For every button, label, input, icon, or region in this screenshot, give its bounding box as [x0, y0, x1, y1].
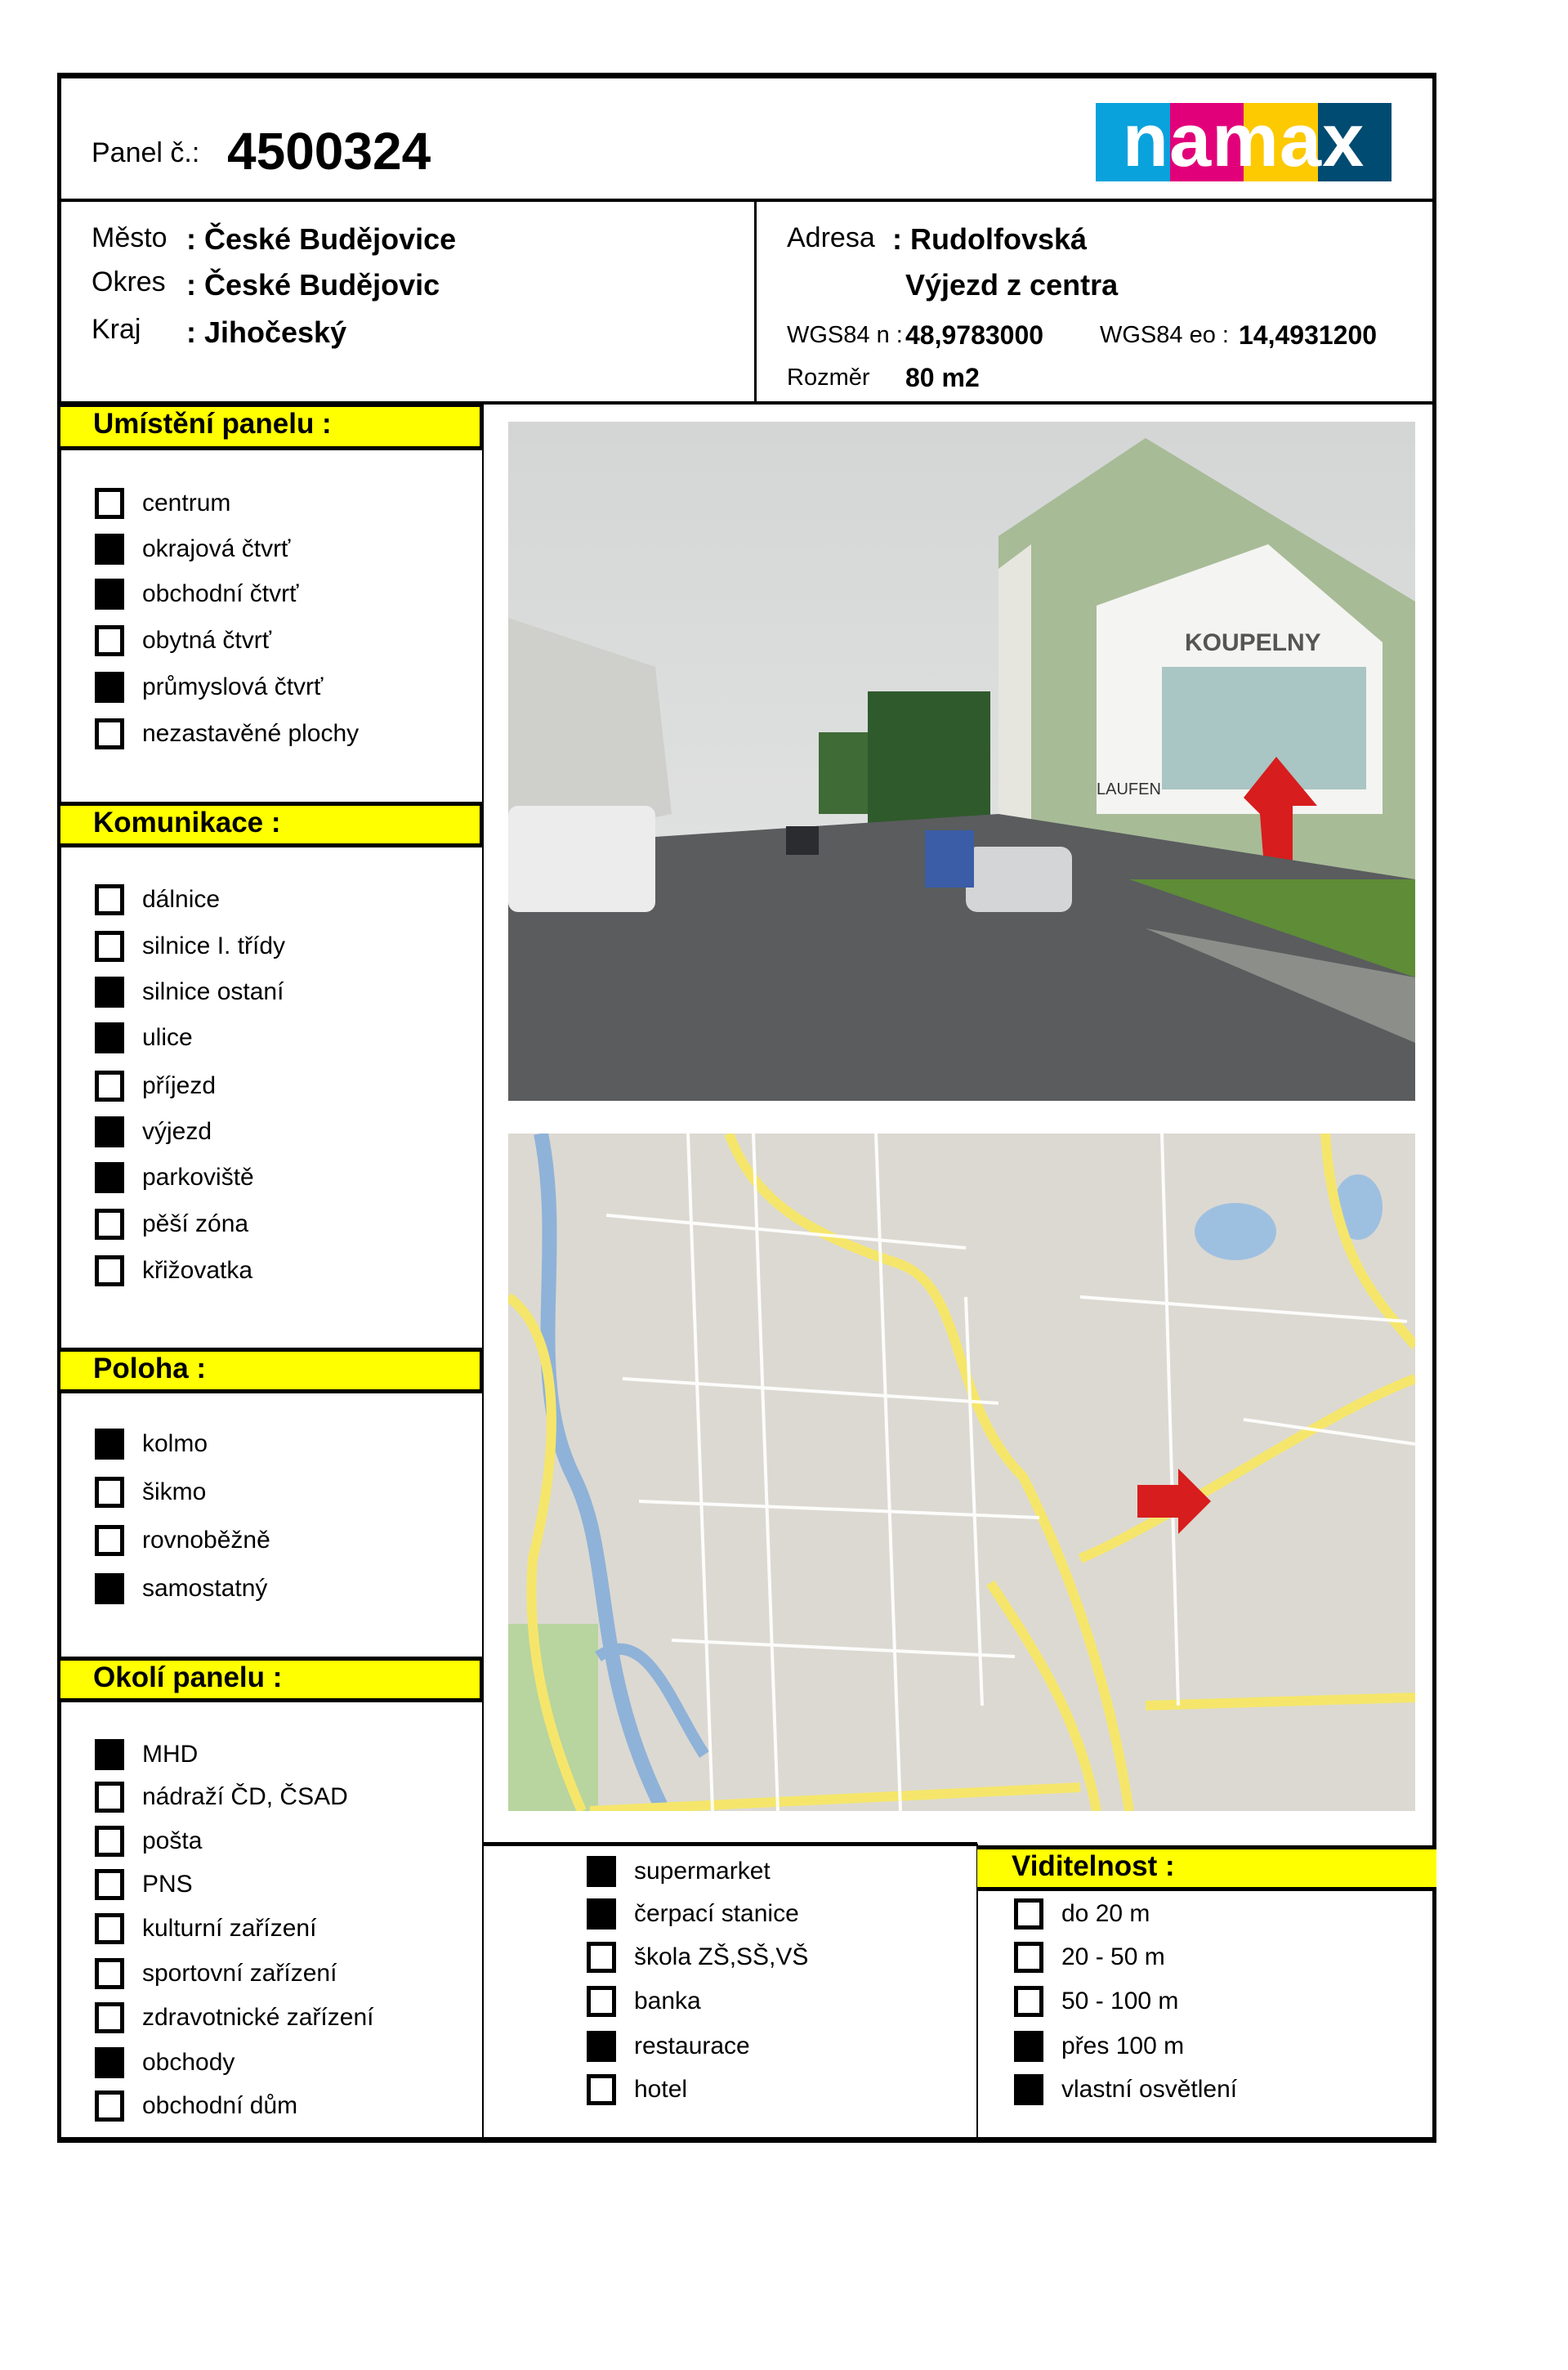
checklist-item-okoli [95, 1739, 198, 1770]
billboard-text: KOUPELNY [1185, 629, 1321, 656]
checkbox-checked[interactable] [95, 672, 124, 703]
checklist-item-okoli [95, 1782, 348, 1813]
checklist-item-label: parkoviště [142, 1164, 254, 1191]
checklist-item-umisteni [95, 672, 323, 703]
checkbox-unchecked[interactable] [95, 2002, 124, 2033]
checkbox-checked[interactable] [95, 1739, 124, 1770]
adresa-value-2: Výjezd z centra [905, 268, 1119, 302]
checklist-item-okoli2 [587, 1942, 808, 1973]
checkbox-unchecked[interactable] [95, 1782, 124, 1813]
checkbox-unchecked[interactable] [95, 718, 124, 749]
checklist-item-label: supermarket [634, 1858, 771, 1885]
section-header-umisteni: Umístění panelu : [60, 403, 484, 450]
checklist-item-label: restaurace [634, 2032, 750, 2059]
checkbox-checked[interactable] [1014, 2074, 1043, 2105]
checkbox-checked[interactable] [95, 579, 124, 610]
wgs-n-label: WGS84 n : [787, 322, 903, 348]
mesto-value: : České Budějovice [186, 222, 457, 256]
checklist-item-label: okrajová čtvrť [142, 535, 291, 562]
checklist-item-label: kolmo [142, 1430, 208, 1457]
checkbox-checked[interactable] [95, 534, 124, 565]
checkbox-checked[interactable] [95, 2047, 124, 2078]
checkbox-unchecked[interactable] [95, 1209, 124, 1240]
checklist-item-label: kulturní zařízení [142, 1915, 317, 1942]
checklist-item-poloha [95, 1429, 208, 1460]
checkbox-unchecked[interactable] [95, 1525, 124, 1556]
checkbox-unchecked[interactable] [95, 1869, 124, 1900]
checklist-item-poloha [95, 1525, 270, 1556]
checklist-item-label: MHD [142, 1741, 199, 1768]
checklist-item-okoli [95, 1869, 193, 1900]
checkbox-unchecked[interactable] [95, 1477, 124, 1508]
checklist-item-label: pěší zóna [142, 1210, 249, 1237]
checklist-item-label: 50 - 100 m [1061, 1988, 1179, 2014]
checklist-item-viditelnost [1014, 1942, 1165, 1973]
checklist-item-viditelnost [1014, 2031, 1184, 2062]
panel-number: 4500324 [227, 122, 431, 181]
checkbox-unchecked[interactable] [95, 625, 124, 656]
checklist-item-label: dálnice [142, 886, 221, 913]
checklist-item-label: obchody [142, 2049, 235, 2076]
divider [59, 199, 1436, 202]
checkbox-checked[interactable] [95, 1429, 124, 1460]
checklist-item-viditelnost [1014, 2074, 1237, 2105]
checkbox-checked[interactable] [587, 2031, 616, 2062]
checkbox-checked[interactable] [95, 977, 124, 1008]
checklist-item-umisteni [95, 534, 290, 565]
checkbox-unchecked[interactable] [95, 488, 124, 519]
location-map [508, 1134, 1415, 1811]
checklist-item-okoli [95, 1913, 316, 1944]
checklist-item-label: výjezd [142, 1118, 212, 1145]
checklist-item-label: obchodní dům [142, 2092, 298, 2119]
checklist-item-label: obytná čtvrť [142, 627, 271, 654]
kraj-label: Kraj [92, 314, 141, 345]
checkbox-checked[interactable] [95, 1022, 124, 1053]
panel-label: Panel č.: [92, 137, 200, 168]
checklist-item-komunikace [95, 1022, 193, 1053]
checklist-item-komunikace [95, 931, 285, 962]
checklist-item-label: nádraží ČD, ČSAD [142, 1783, 348, 1810]
checklist-item-label: šikmo [142, 1478, 207, 1505]
checklist-item-label: 20 - 50 m [1061, 1943, 1165, 1970]
checklist-item-label: centrum [142, 490, 231, 516]
checklist-item-label: do 20 m [1061, 1900, 1150, 1927]
checklist-item-okoli2 [587, 2074, 687, 2105]
checklist-item-komunikace [95, 1209, 248, 1240]
checklist-item-poloha [95, 1477, 206, 1508]
checkbox-checked[interactable] [587, 1856, 616, 1887]
adresa-value: : Rudolfovská [892, 222, 1088, 256]
section-header-okoli: Okolí panelu : [60, 1657, 484, 1702]
wgs-n-value: 48,9783000 [905, 320, 1044, 350]
checklist-item-label: ulice [142, 1024, 193, 1051]
checkbox-unchecked[interactable] [1014, 1942, 1043, 1973]
checkbox-unchecked[interactable] [95, 1958, 124, 1989]
divider [482, 403, 484, 2143]
checklist-item-label: banka [634, 1988, 701, 2014]
checklist-item-label: příjezd [142, 1072, 217, 1099]
checkbox-unchecked[interactable] [95, 2091, 124, 2122]
checklist-item-label: obchodní čtvrť [142, 580, 299, 607]
checkbox-checked[interactable] [95, 1573, 124, 1604]
checklist-item-komunikace [95, 1255, 252, 1286]
checklist-item-label: průmyslová čtvrť [142, 673, 324, 700]
checklist-item-label: nezastavěné plochy [142, 720, 360, 747]
checklist-item-viditelnost [1014, 1898, 1150, 1930]
checklist-item-komunikace [95, 977, 284, 1008]
checkbox-unchecked[interactable] [1014, 1986, 1043, 2017]
section-header-komunikace: Komunikace : [60, 802, 484, 847]
checklist-item-label: PNS [142, 1871, 193, 1898]
namax-logo [1096, 99, 1392, 182]
mesto-label: Město [92, 222, 168, 253]
rozmer-value: 80 m2 [905, 363, 980, 392]
checklist-item-okoli [95, 2047, 235, 2078]
adresa-label: Adresa [787, 222, 875, 253]
checklist-item-label: rovnoběžně [142, 1527, 270, 1554]
checklist-item-label: vlastní osvětlení [1061, 2076, 1238, 2103]
checkbox-unchecked[interactable] [587, 1942, 616, 1973]
checklist-item-komunikace [95, 1162, 254, 1193]
checkbox-unchecked[interactable] [95, 931, 124, 962]
checkbox-checked[interactable] [95, 1162, 124, 1193]
checklist-item-label: hotel [634, 2076, 688, 2103]
checklist-item-label: přes 100 m [1061, 2032, 1185, 2059]
checklist-item-okoli [95, 2002, 373, 2033]
checklist-item-okoli [95, 2091, 297, 2122]
checkbox-unchecked[interactable] [95, 1913, 124, 1944]
checklist-item-okoli [95, 1826, 202, 1857]
checklist-item-label: sportovní zařízení [142, 1960, 337, 1987]
kraj-value: : Jihočeský [186, 315, 347, 349]
billboard-brand: LAUFEN [1097, 780, 1161, 798]
checkbox-checked[interactable] [587, 1898, 616, 1930]
okres-label: Okres [92, 266, 166, 297]
divider [482, 1842, 977, 1846]
okres-value: : České Budějovic [186, 268, 440, 302]
checklist-item-umisteni [95, 625, 271, 656]
wgs-e-value: 14,4931200 [1239, 320, 1378, 350]
checkbox-unchecked[interactable] [587, 1986, 616, 2017]
checkbox-unchecked[interactable] [95, 1826, 124, 1857]
panel-sheet [57, 73, 1436, 2143]
checkbox-checked[interactable] [1014, 2031, 1043, 2062]
checklist-item-okoli2 [587, 2031, 750, 2062]
checklist-item-umisteni [95, 718, 359, 749]
checklist-item-okoli2 [587, 1898, 799, 1930]
checklist-item-label: škola ZŠ,SŠ,VŠ [634, 1943, 809, 1970]
checklist-item-okoli2 [587, 1986, 701, 2017]
checklist-item-umisteni [95, 488, 230, 519]
checklist-item-okoli [95, 1958, 337, 1989]
logo-text: namax [1122, 99, 1365, 182]
checkbox-unchecked[interactable] [95, 1255, 124, 1286]
checklist-item-poloha [95, 1573, 267, 1604]
checklist-item-label: křižovatka [142, 1257, 253, 1284]
checklist-item-komunikace [95, 1116, 212, 1147]
checklist-item-umisteni [95, 579, 298, 610]
rozmer-label: Rozměr [787, 364, 870, 391]
checkbox-unchecked[interactable] [1014, 1898, 1043, 1930]
checklist-item-label: zdravotnické zařízení [142, 2004, 374, 2031]
checklist-item-komunikace [95, 884, 220, 915]
checklist-item-label: samostatný [142, 1575, 268, 1602]
section-header-viditelnost: Viditelnost : [977, 1845, 1436, 1891]
checkbox-unchecked[interactable] [95, 884, 124, 915]
wgs-e-label: WGS84 eo : [1100, 322, 1229, 348]
divider [754, 200, 757, 403]
checklist-item-viditelnost [1014, 1986, 1178, 2017]
checklist-item-label: silnice I. třídy [142, 932, 286, 959]
checklist-item-label: čerpací stanice [634, 1900, 799, 1927]
checkbox-unchecked[interactable] [95, 1071, 124, 1102]
section-header-poloha: Poloha : [60, 1348, 484, 1393]
checkbox-unchecked[interactable] [587, 2074, 616, 2105]
checklist-item-label: silnice ostaní [142, 978, 284, 1005]
checkbox-checked[interactable] [95, 1116, 124, 1147]
checklist-item-label: pošta [142, 1827, 203, 1854]
panel-photo [508, 422, 1415, 1101]
checklist-item-komunikace [95, 1071, 216, 1102]
checklist-item-okoli2 [587, 1856, 771, 1887]
